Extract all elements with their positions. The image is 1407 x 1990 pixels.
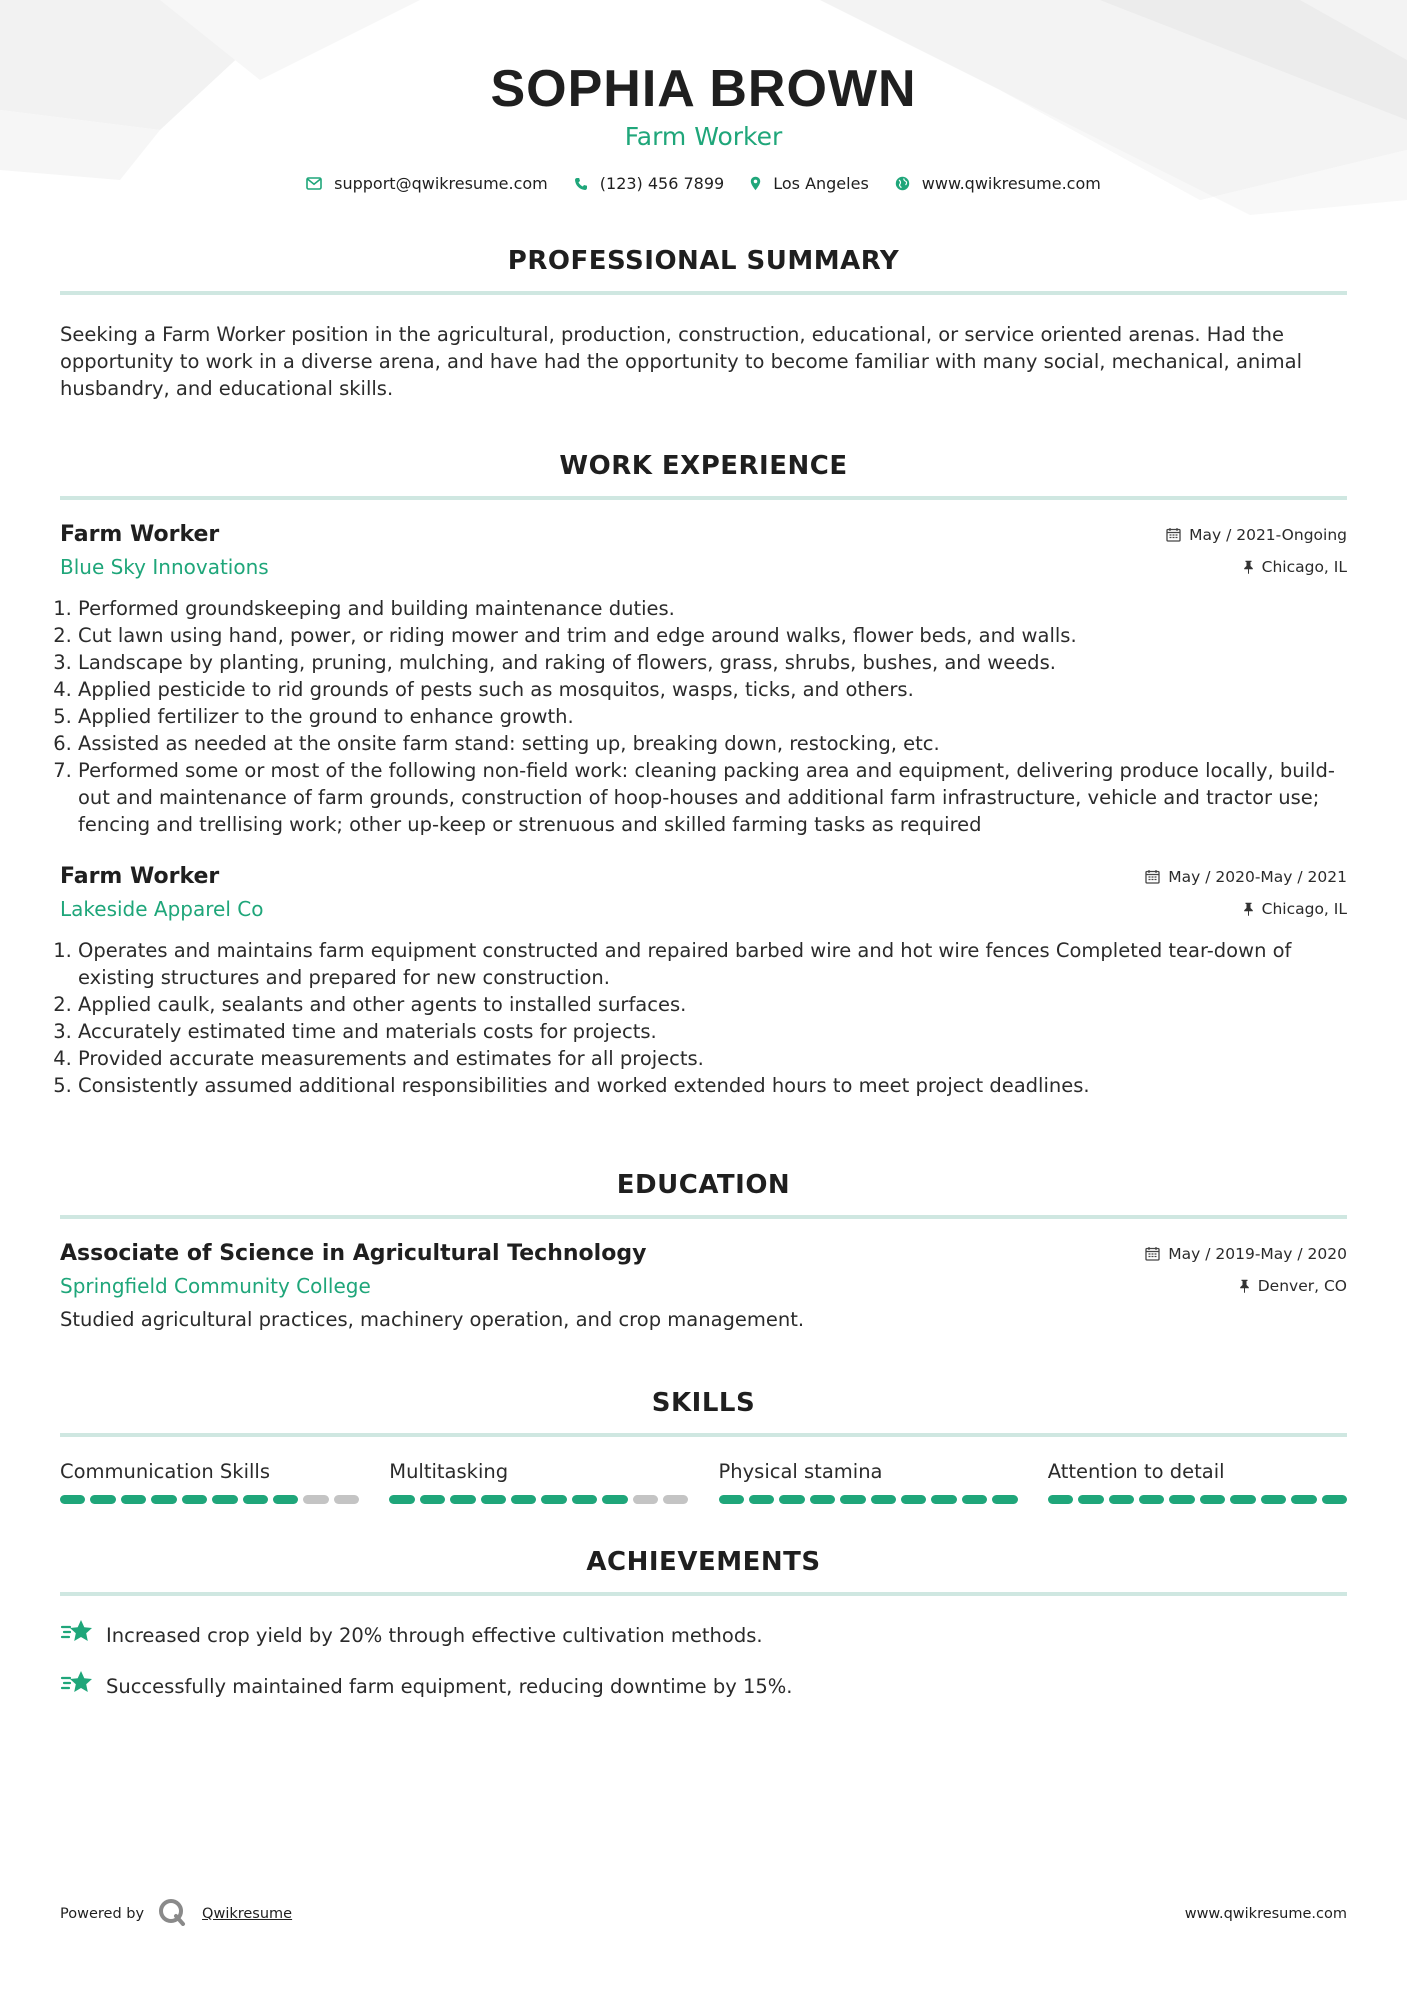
job-title: Farm Worker	[60, 522, 220, 547]
education-location	[1239, 1277, 1347, 1295]
email-text: support@qwikresume.com	[334, 174, 548, 193]
education-dates	[1145, 1245, 1347, 1263]
job-dates	[1166, 526, 1347, 544]
experience-heading: WORK EXPERIENCE	[559, 451, 848, 481]
company-name: Lakeside Apparel Co	[60, 897, 264, 921]
achievement-list	[60, 1618, 1347, 1704]
skill-segment-filled	[151, 1495, 176, 1504]
skill-level-bar	[719, 1495, 1018, 1504]
skill-level-bar	[1048, 1495, 1347, 1504]
education-entry	[60, 1241, 1347, 1333]
skill-item	[60, 1459, 359, 1504]
duty-list	[60, 937, 1347, 1099]
achievements-heading: ACHIEVEMENTS	[586, 1547, 821, 1577]
page-footer	[60, 1898, 1347, 1930]
skill-item	[719, 1459, 1018, 1504]
duty-item: 6. Assisted as needed at the onsite farm stand: setting up, breaking down, restocking, etc.	[78, 730, 1347, 757]
skill-segment-filled	[1200, 1495, 1225, 1504]
skill-item	[389, 1459, 688, 1504]
job-dates	[1145, 868, 1347, 886]
skill-segment-empty	[334, 1495, 359, 1504]
job-list	[60, 522, 1347, 1099]
skill-segment-empty	[663, 1495, 688, 1504]
calendar-icon	[1166, 527, 1181, 542]
education-location-text: Denver, CO	[1257, 1277, 1347, 1295]
powered-by-label: Powered by	[60, 1906, 145, 1922]
duty-item: 3. Landscape by planting, pruning, mulching, and raking of flowers, grass, shrubs, bushes, and weeds.	[78, 649, 1347, 676]
skill-segment-filled	[779, 1495, 804, 1504]
skill-segment-filled	[481, 1495, 506, 1504]
skill-segment-filled	[602, 1495, 627, 1504]
job-title: Farm Worker	[60, 864, 220, 889]
education-description: Studied agricultural practices, machinery operation, and crop management.	[60, 1308, 805, 1331]
duty-item: 3. Accurately estimated time and materials costs for projects.	[78, 1018, 1347, 1045]
company-name: Blue Sky Innovations	[60, 555, 269, 579]
candidate-role: Farm Worker	[624, 122, 783, 151]
skill-segment-filled	[810, 1495, 835, 1504]
skill-segment-filled	[719, 1495, 744, 1504]
summary-section	[60, 245, 1347, 402]
skills-grid	[60, 1459, 1347, 1504]
skill-name: Multitasking	[389, 1460, 509, 1483]
summary-text: Seeking a Farm Worker position in the agricultural, production, construction, educational, or service oriented arenas. Had the opportunity to work in a diverse arena, and have had the opportunity to become familiar with many social, mechanical, animal husbandry, and educational skills.	[60, 323, 1303, 400]
skill-segment-filled	[243, 1495, 268, 1504]
achievements-section	[60, 1546, 1347, 1704]
skill-segment-filled	[1322, 1495, 1347, 1504]
job-entry	[60, 864, 1347, 1099]
skill-segment-filled	[389, 1495, 414, 1504]
job-entry	[60, 522, 1347, 838]
skill-segment-filled	[182, 1495, 207, 1504]
contact-email[interactable]	[306, 174, 548, 193]
phone-icon	[574, 177, 588, 191]
duty-item: 5. Applied fertilizer to the ground to enhance growth.	[78, 703, 1347, 730]
skill-segment-filled	[1169, 1495, 1194, 1504]
job-dates-text: May / 2020-May / 2021	[1168, 867, 1347, 886]
globe-icon	[895, 176, 910, 191]
star-award-icon	[60, 1618, 96, 1653]
achievement-item	[60, 1669, 1347, 1704]
skill-segment-empty	[633, 1495, 658, 1504]
skill-segment-filled	[749, 1495, 774, 1504]
achievement-text: Increased crop yield by 20% through effective cultivation methods.	[106, 1624, 763, 1647]
duty-item: 2. Applied caulk, sealants and other agents to installed surfaces.	[78, 991, 1347, 1018]
phone-text: (123) 456 7899	[599, 174, 725, 193]
calendar-icon	[1145, 1246, 1160, 1261]
skill-segment-filled	[871, 1495, 896, 1504]
experience-section	[60, 450, 1347, 1099]
skill-segment-filled	[420, 1495, 445, 1504]
skill-segment-filled	[840, 1495, 865, 1504]
skill-item	[1048, 1459, 1347, 1504]
job-sub-row	[60, 897, 1347, 921]
job-dates-text: May / 2021-Ongoing	[1189, 525, 1347, 544]
job-header-row	[60, 522, 1347, 547]
skill-name: Communication Skills	[60, 1460, 270, 1483]
star-award-icon	[60, 1669, 96, 1704]
achievement-item	[60, 1618, 1347, 1653]
skill-segment-filled	[1078, 1495, 1103, 1504]
skill-segment-filled	[1291, 1495, 1316, 1504]
skill-level-bar	[60, 1495, 359, 1504]
skill-segment-filled	[901, 1495, 926, 1504]
summary-heading: PROFESSIONAL SUMMARY	[507, 246, 900, 276]
duty-item: 1. Performed groundskeeping and building maintenance duties.	[78, 595, 1347, 622]
resume-header	[60, 0, 1347, 193]
skill-segment-filled	[60, 1495, 85, 1504]
contact-website[interactable]	[895, 174, 1101, 193]
skill-segment-filled	[1230, 1495, 1255, 1504]
education-heading: EDUCATION	[616, 1170, 791, 1200]
duty-item: 4. Applied pesticide to rid grounds of pests such as mosquitos, wasps, ticks, and others.	[78, 676, 1347, 703]
skills-heading: SKILLS	[651, 1388, 756, 1418]
contact-location	[750, 174, 869, 193]
job-location	[1243, 900, 1347, 918]
skill-segment-filled	[90, 1495, 115, 1504]
skill-segment-filled	[992, 1495, 1017, 1504]
education-sub-row	[60, 1274, 1347, 1298]
skill-segment-filled	[273, 1495, 298, 1504]
map-pin-icon	[750, 176, 761, 191]
pushpin-icon	[1243, 560, 1254, 574]
skill-segment-filled	[212, 1495, 237, 1504]
skill-name: Attention to detail	[1047, 1460, 1225, 1483]
pushpin-icon	[1243, 902, 1254, 916]
job-location	[1243, 558, 1347, 576]
section-divider	[60, 291, 1347, 295]
education-dates-text: May / 2019-May / 2020	[1168, 1244, 1347, 1263]
education-header-row	[60, 1241, 1347, 1266]
achievement-text: Successfully maintained farm equipment, reducing downtime by 15%.	[106, 1675, 793, 1698]
contact-phone[interactable]	[574, 174, 724, 193]
degree-title: Associate of Science in Agricultural Technology	[60, 1241, 647, 1266]
duty-item: 7. Performed some or most of the following non-field work: cleaning packing area and equipment, delivering produce locally, build-out and maintenance of farm grounds, construction of hoop-houses and additional farm infrastructure, vehicle and tractor use; fencing and trellising work; other up-keep or strenuous and skilled farming tasks as required	[78, 757, 1347, 838]
envelope-icon	[306, 177, 322, 190]
contact-bar	[60, 174, 1347, 193]
skill-segment-filled	[572, 1495, 597, 1504]
job-sub-row	[60, 555, 1347, 579]
skill-segment-filled	[121, 1495, 146, 1504]
skill-name: Physical stamina	[718, 1460, 883, 1483]
skill-segment-filled	[1048, 1495, 1073, 1504]
skill-segment-filled	[541, 1495, 566, 1504]
skill-segment-filled	[962, 1495, 987, 1504]
duty-list	[60, 595, 1347, 838]
job-location-text: Chicago, IL	[1261, 900, 1347, 918]
section-divider	[60, 496, 1347, 500]
skill-segment-filled	[1109, 1495, 1134, 1504]
section-divider	[60, 1433, 1347, 1437]
location-text: Los Angeles	[773, 174, 869, 193]
powered-by	[60, 1898, 292, 1930]
school-name: Springfield Community College	[60, 1274, 371, 1298]
duty-item: 4. Provided accurate measurements and estimates for all projects.	[78, 1045, 1347, 1072]
skill-segment-filled	[511, 1495, 536, 1504]
calendar-icon	[1145, 869, 1160, 884]
skills-section	[60, 1387, 1347, 1504]
duty-item: 2. Cut lawn using hand, power, or riding mower and trim and edge around walks, flower beds, and walls.	[78, 622, 1347, 649]
skill-segment-filled	[931, 1495, 956, 1504]
skill-segment-filled	[1261, 1495, 1286, 1504]
education-section	[60, 1169, 1347, 1333]
duty-item: 1. Operates and maintains farm equipment constructed and repaired barbed wire and hot wire fences Completed tear-down of existing structures and prepared for new construction.	[78, 937, 1347, 991]
footer-url[interactable]: www.qwikresume.com	[1184, 1906, 1347, 1922]
qwikresume-logo	[158, 1898, 188, 1930]
section-divider	[60, 1592, 1347, 1596]
brand-link[interactable]: Qwikresume	[202, 1906, 293, 1922]
skill-segment-filled	[1139, 1495, 1164, 1504]
website-text: www.qwikresume.com	[921, 174, 1101, 193]
skill-segment-empty	[303, 1495, 328, 1504]
job-location-text: Chicago, IL	[1261, 558, 1347, 576]
candidate-name: SOPHIA BROWN	[490, 60, 917, 118]
job-header-row	[60, 864, 1347, 889]
pushpin-icon	[1239, 1279, 1250, 1293]
skill-level-bar	[389, 1495, 688, 1504]
skill-segment-filled	[450, 1495, 475, 1504]
section-divider	[60, 1215, 1347, 1219]
duty-item: 5. Consistently assumed additional responsibilities and worked extended hours to meet project deadlines.	[78, 1072, 1347, 1099]
